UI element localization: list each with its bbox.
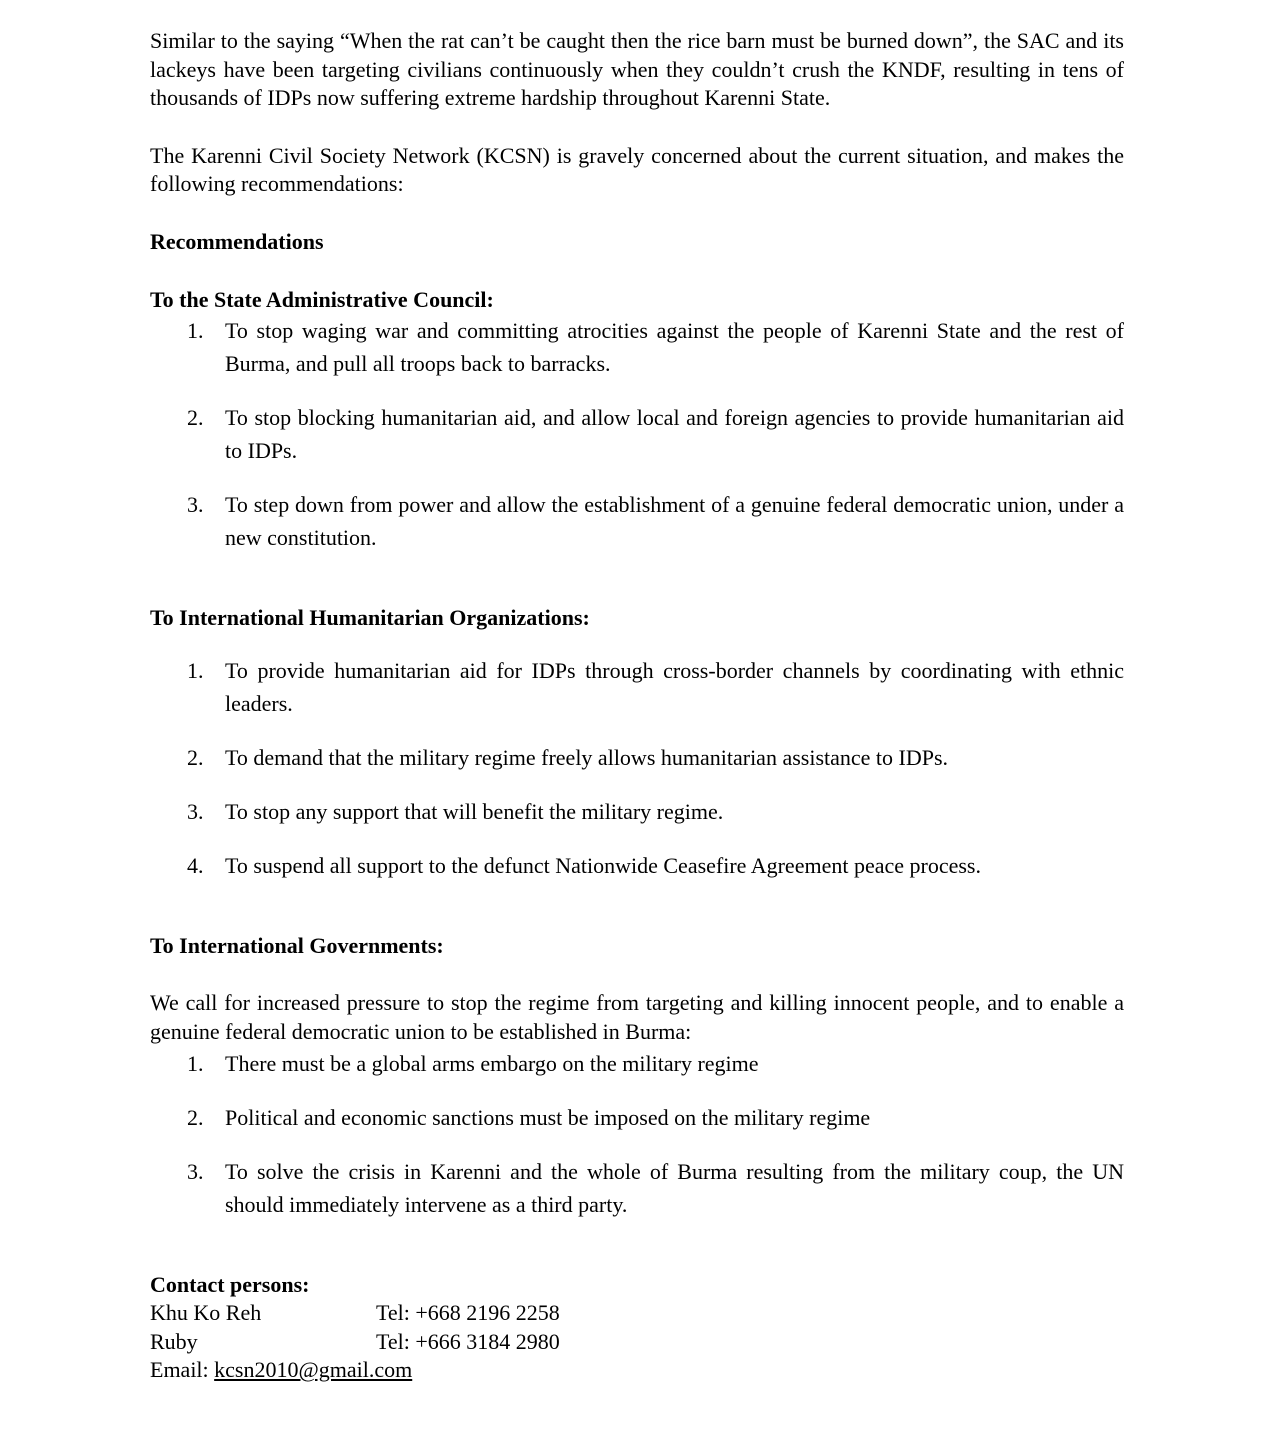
list-item: 3. To step down from power and allow the establishment of a genuine federal democratic union, under a new constitution. [187,492,1124,551]
contact-tel: Tel: +666 3184 2980 [376,1328,560,1354]
list-item: 2. To stop blocking humanitarian aid, and allow local and foreign agencies to provide humanitarian aid to IDPs. [187,405,1124,464]
contact-name: Khu Ko Reh [150,1300,262,1326]
intro-paragraph-1: Similar to the saying “When the rat can’t be caught then the rice barn must be burned down”, the SAC and its lackeys have been targeting civilians continuously when they couldn’t crush the KNDF, resulting in tens of thousands of IDPs now suffering extreme hardship throughout Karenni State. [150,28,1124,111]
governments-list [150,1047,1124,1221]
humanitarian-heading: To International Humanitarian Organizations: [150,605,590,631]
email-label: Email: [150,1357,209,1383]
list-item: 4. To suspend all support to the defunct Nationwide Ceasefire Agreement peace process. [187,852,981,878]
list-item: 1. To provide humanitarian aid for IDPs through cross-border channels by coordinating with ethnic leaders. [187,657,1124,716]
humanitarian-list [150,654,1124,882]
sac-heading: To the State Administrative Council: [150,286,494,312]
list-item: 3. To stop any support that will benefit the military regime. [187,798,724,824]
contact-heading: Contact persons: [150,1271,310,1297]
email-link[interactable]: kcsn2010@gmail.com [214,1357,413,1383]
recommendations-heading: Recommendations [150,228,324,254]
contact-row [150,1299,1124,1328]
contact-name: Ruby [150,1328,198,1354]
intro-paragraph-2: The Karenni Civil Society Network (KCSN) is gravely concerned about the current situation, and makes the following recommendations: [150,142,1124,197]
list-item: 1. There must be a global arms embargo on the military regime [187,1050,759,1076]
list-item: 3. To solve the crisis in Karenni and the whole of Burma resulting from the military coup, the UN should immediately intervene as a third party. [187,1158,1124,1217]
list-item: 2. Political and economic sanctions must be imposed on the military regime [187,1104,871,1130]
contact-tel: Tel: +668 2196 2258 [376,1300,560,1326]
list-item: 2. To demand that the military regime freely allows humanitarian assistance to IDPs. [187,744,949,770]
contact-email-line [150,1356,1124,1385]
governments-intro: We call for increased pressure to stop the regime from targeting and killing innocent people, and to enable a genuine federal democratic union to be established in Burma: [150,990,1124,1044]
contact-row [150,1328,1124,1357]
list-item: 1. To stop waging war and committing atrocities against the people of Karenni State and the rest of Burma, and pull all troops back to barracks. [187,318,1124,377]
governments-heading: To International Governments: [150,932,444,958]
sac-list [150,314,1124,554]
